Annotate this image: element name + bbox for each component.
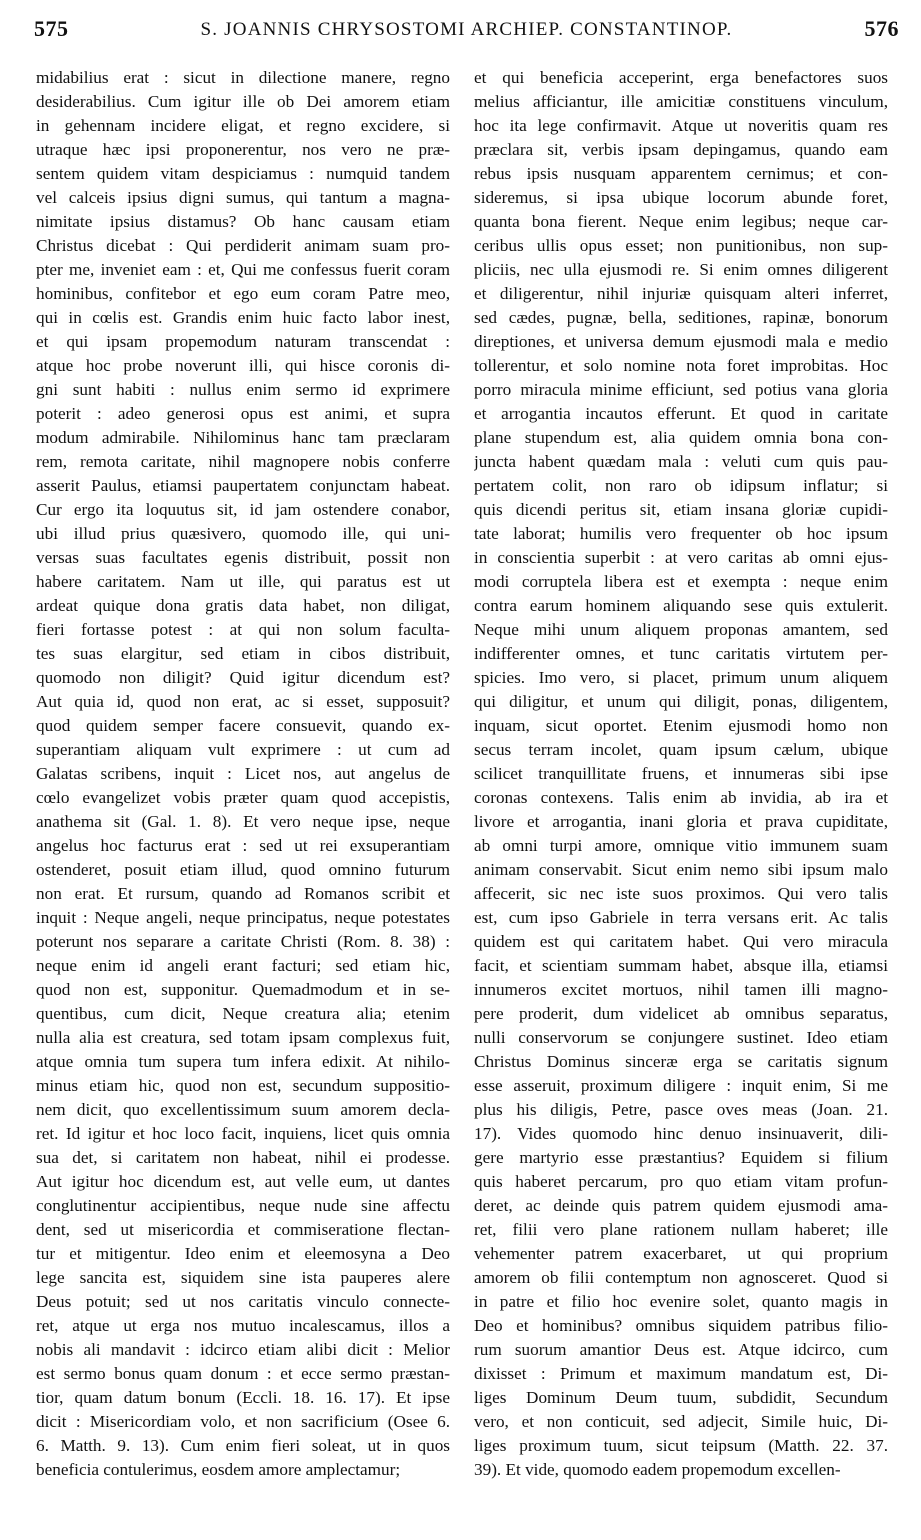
text-line: superantiam aliquam vult exprimere : ut cum ad [36, 740, 450, 759]
text-line: 17). Vides quomodo hinc denuo insinuaverit, dili- [474, 1124, 888, 1143]
text-line: sentem quidem vitam despiciamus : numquid tandem [36, 164, 450, 183]
text-line: in conscientia superbit : at vero caritas ab omni ejus- [474, 548, 888, 567]
text-line: atque hoc probe noverunt illi, qui hisce coronis di- [36, 356, 450, 375]
text-line: tes suas elargitur, sed etiam in cibos distribuit, [36, 644, 450, 663]
text-line: quod quidem semper facere consuevit, quando ex- [36, 716, 450, 735]
text-line: direptiones, et universa demum ejusmodi mala e medio [474, 332, 888, 351]
text-line: Galatas scribens, inquit : Licet nos, aut angelus de [36, 764, 450, 783]
text-line: quidem est qui caritatem habet. Qui vero miracula [474, 932, 888, 951]
text-line: juncta habent quædam mala : veluti cum quis pau- [474, 452, 888, 471]
text-line: desiderabilius. Cum igitur ille ob Dei amorem etiam [36, 92, 450, 111]
text-line: coronas contexens. Talis enim ab invidia, ab ira et [474, 788, 888, 807]
text-line: beneficia contulerimus, eosdem amore amplectamur; [36, 1460, 401, 1479]
text-line: liges Dominum Deum tuum, subdidit, Secundum [474, 1388, 888, 1407]
text-line: in gehennam incidere eligat, et regno excidere, si [36, 116, 450, 135]
text-line: Aut igitur hoc dicendum est, aut velle eum, ut dantes [36, 1172, 450, 1191]
text-line: et qui ipsam propemodum naturam transcendat : [36, 332, 450, 351]
text-line: contra earum hominem aliquando sese quis extulerit. [474, 596, 888, 615]
text-line: ret. Id igitur et hoc loco facit, inquiens, licet quis omnia [36, 1124, 450, 1143]
text-line: nem dicit, quo excellentissimum suum amorem decla- [36, 1100, 450, 1119]
text-line: vel calceis ipsius digni sumus, qui tantum a magna- [36, 188, 450, 207]
text-line: est sermo bonus quam donum : et ecce sermo præstan- [36, 1364, 450, 1383]
text-line: hominibus, confitebor et ego eum coram Patre meo, [36, 284, 450, 303]
text-line: Cur ergo ita loquutus sit, id jam ostendere conabor, [36, 500, 450, 519]
text-line: fieri fortasse potest : at qui non solum faculta- [36, 620, 450, 639]
running-title: S. JOANNIS CHRYSOSTOMI ARCHIEP. CONSTANTINOP. [200, 19, 733, 40]
text-line: tollerentur, et solo nomine nota foret improbitas. Hoc [474, 356, 888, 375]
page-header [34, 16, 899, 52]
text-line: Neque mihi unum aliquem proponas amantem, sed [474, 620, 888, 639]
text-line: ubi illud prius quæsivero, quomodo ille, qui uni- [36, 524, 450, 543]
text-line: asserit Paulus, etiamsi paupertatem conjunctam habeat. [36, 476, 450, 495]
text-line: porro miracula minime efficiunt, sed potius vana gloria [474, 380, 888, 399]
text-line: sua det, si caritatem non habeat, nihil ei prodesse. [36, 1148, 450, 1167]
text-line: melius afficiantur, ille amicitiæ constituens vinculum, [474, 92, 888, 111]
text-line: quis haberet percarum, pro quo etiam vitam profun- [474, 1172, 888, 1191]
text-line: ab omni turpi amore, omnique vitio immunem suam [474, 836, 888, 855]
text-line: quanta bona fierent. Neque enim legibus; neque car- [474, 212, 888, 231]
text-line: nobis ali mandavit : idcirco etiam alibi dicit : Melior [36, 1340, 450, 1359]
text-line: rem, remota caritate, nihil magnopere nobis conferre [36, 452, 450, 471]
text-line: plus his diligis, Petre, pasce oves meas (Joan. 21. [474, 1100, 888, 1119]
text-line: et arrogantia incautos efferunt. Et quod in caritate [474, 404, 888, 423]
text-line: conglutinentur accipientibus, neque nude sine affectu [36, 1196, 450, 1215]
text-line: spicies. Imo vero, si placet, primum unum aliquem [474, 668, 888, 687]
text-line: innumeros excitet mortuos, nihil tamen illi magno- [474, 980, 888, 999]
text-line: tior, quam datum bonum (Eccli. 18. 16. 17). Et ipse [36, 1388, 450, 1407]
text-line: ostenderet, posuit etiam illud, quod omnino futurum [36, 860, 450, 879]
text-line: cœlo evangelizet vobis præter quam quod accepistis, [36, 788, 450, 807]
text-line: rebus ipsis nusquam apparentem cernimus; et con- [474, 164, 888, 183]
text-line: ret, atque ut erga nos mutuo incalescamus, illos a [36, 1316, 450, 1335]
text-line: Aut quia id, quod non erat, ac si esset, supposuit? [36, 692, 450, 711]
text-line: animam conservabit. Sicut enim nemo sibi ipsum malo [474, 860, 888, 879]
text-line: quod non est, supponitur. Quemadmodum et in se- [36, 980, 450, 999]
text-line: præclara sit, verbis ipsam depingamus, quando eam [474, 140, 888, 159]
text-line: dent, sed ut misericordia et commiseratione flectan- [36, 1220, 450, 1239]
text-line: vero, et non conticuit, sed adjecit, Simile huic, Di- [474, 1412, 888, 1431]
text-line: Deus potuit; sed ut nos caritatis vinculo connecte- [36, 1292, 450, 1311]
text-line: pertatem colit, non raro ob idipsum inflatur; si [474, 476, 888, 495]
text-line: quentibus, cum dicit, Neque creatura alia; etenim [36, 1004, 450, 1023]
text-line: lege sancita est, siquidem sine ista pauperes alere [36, 1268, 450, 1287]
text-line: Christus Dominus sinceræ erga se caritatis signum [474, 1052, 888, 1071]
text-line: secus terram incolet, quam ipsum cælum, ubique [474, 740, 888, 759]
text-line: inquam, sicut oportet. Etenim ejusmodi homo non [474, 716, 888, 735]
text-line: atque omnia tum supera tum infera edixit. At nihilo- [36, 1052, 450, 1071]
text-line: vehementer patrem exacerbaret, ut qui proprium [474, 1244, 888, 1263]
text-line: 6. Matth. 9. 13). Cum enim fieri soleat, ut in quos [36, 1436, 450, 1455]
text-line: modi corruptela libera est et exempta : neque enim [474, 572, 888, 591]
text-line: quis dicendi peritus sit, etiam insana gloriæ cupidi- [474, 500, 888, 519]
text-line: neque enim id angeli erant facturi; sed etiam hic, [36, 956, 450, 975]
text-line: minus etiam hic, quod non est, secundum suppositio- [36, 1076, 450, 1095]
text-line: poterit : adeo generosi opus est animi, et supra [36, 404, 450, 423]
text-line: et diligerentur, nihil injuriæ quisquam alteri inferret, [474, 284, 888, 303]
text-line: Deo et hominibus? omnibus siquidem patribus filio- [474, 1316, 888, 1335]
text-line: facit, et scientiam summam habet, absque illa, etiamsi [474, 956, 888, 975]
page-number-right: 576 [864, 16, 899, 41]
text-line: gere martyrio esse præstantius? Equidem si filium [474, 1148, 888, 1167]
text-line: non erat. Et rursum, quando ad Romanos scribit et [36, 884, 450, 903]
page-number-left: 575 [34, 16, 69, 41]
text-line: Christus dicebat : Qui perdiderit animam suam pro- [36, 236, 450, 255]
text-line: sideremus, si ipsa ubique locorum abunde foret, [474, 188, 888, 207]
text-line: midabilius erat : sicut in dilectione manere, regno [36, 68, 450, 87]
text-line: amorem ob filii contemptum non agnosceret. Quod si [474, 1268, 888, 1287]
text-line: poterunt nos separare a caritate Christi (Rom. 8. 38) : [36, 932, 450, 951]
text-line: anathema sit (Gal. 1. 8). Et vero neque ipse, neque [36, 812, 450, 831]
text-line: tur et mitigentur. Ideo enim et eleemosyna a Deo [36, 1244, 450, 1263]
text-line: versas suas facultates egenis distribuit, possit non [36, 548, 450, 567]
text-line: hoc ita lege confirmavit. Atque ut noveritis quam res [474, 116, 888, 135]
text-line: dicit : Misericordiam volo, et non sacrificium (Osee 6. [36, 1412, 450, 1431]
text-line: modum admirabile. Nihilominus hanc tam præclaram [36, 428, 450, 447]
text-line: angelus hoc facturus erat : sed ut rei exsuperantiam [36, 836, 450, 855]
text-line: nimitate ipsius distamus? Ob hanc causam etiam [36, 212, 450, 231]
text-line: utraque hæc ipsi proponerentur, nos vero ne præ- [36, 140, 450, 159]
text-line: quomodo non diligit? Quid igitur dicendum est? [36, 668, 450, 687]
text-line: qui diligitur, et unum qui diligit, ponas, diligentem, [474, 692, 888, 711]
text-line: ceribus ullis opus esset; non punitionibus, non sup- [474, 236, 888, 255]
text-line: deret, ac deinde quis patrem quidem ejusmodi ama- [474, 1196, 888, 1215]
text-line: affecerit, sic nec iste suos proximos. Qui vero talis [474, 884, 888, 903]
text-line: ret, filii vero plane rationem nullam haberet; ille [474, 1220, 888, 1239]
left-column [36, 66, 450, 1482]
text-line: gni sunt habiti : nullus enim sermo id exprimere [36, 380, 450, 399]
text-line: rum suorum amantior Deus est. Atque idcirco, cum [474, 1340, 888, 1359]
text-line: 39). Et vide, quomodo eadem propemodum excellen- [474, 1460, 841, 1479]
text-line: nulli conservorum se conjungere sustinet. Ideo etiam [474, 1028, 888, 1047]
text-line: et qui beneficia acceperint, erga benefactores suos [474, 68, 888, 87]
text-line: livore et arrogantia, inani gloria et prava cupiditate, [474, 812, 888, 831]
text-line: liges proximum tuum, sicut teipsum (Matth. 22. 37. [474, 1436, 888, 1455]
right-column [474, 66, 888, 1482]
text-line: ardeat quique dona gratis data habet, non diligat, [36, 596, 450, 615]
text-line: indifferenter omnes, et tunc caritatis virtutem per- [474, 644, 888, 663]
text-line: plane stupendum est, alia quidem omnia bona con- [474, 428, 888, 447]
text-line: dixisset : Primum et maximum mandatum est, Di- [474, 1364, 888, 1383]
text-line: in patre et filio hoc evenire solet, quanto magis in [474, 1292, 888, 1311]
text-line: qui in cœlis est. Grandis enim huic facto labor inest, [36, 308, 450, 327]
text-line: pere proderit, dum videlicet ab omnibus separatus, [474, 1004, 888, 1023]
text-line: nulla alia est creatura, sed totam ipsam complexus fuit, [36, 1028, 450, 1047]
text-line: pter me, inveniet eam : et, Qui me confessus fuerit coram [36, 260, 450, 279]
text-line: scilicet tranquillitate fruens, et innumeras sibi ipse [474, 764, 888, 783]
text-line: inquit : Neque angeli, neque principatus, neque potestates [36, 908, 450, 927]
text-line: est, cum ipso Gabriele in terra versans erit. Ac talis [474, 908, 888, 927]
text-line: tate laborat; humilis vero frequenter ob hoc ipsum [474, 524, 888, 543]
text-line: pliciis, nec ulla ejusmodi re. Si enim omnes diligerent [474, 260, 888, 279]
text-line: habere caritatem. Nam ut ille, qui paratus est ut [36, 572, 450, 591]
text-line: esse asseruit, proximum diligere : inquit enim, Si me [474, 1076, 888, 1095]
text-line: sed cædes, pugnæ, bella, seditiones, rapinæ, bonorum [474, 308, 888, 327]
